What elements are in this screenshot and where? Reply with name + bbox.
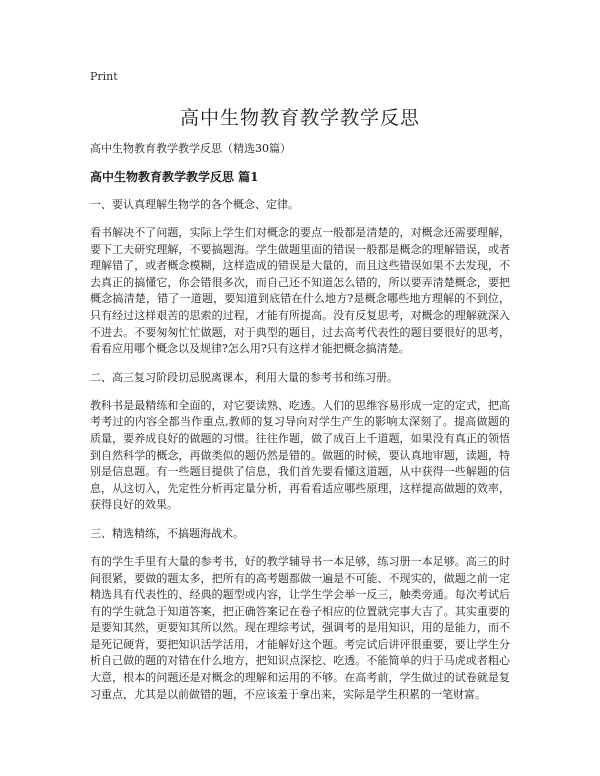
paragraph-2: 教科书是最精练和全面的，对它要读熟、吃透。人们的思维容易形成一定的定式，把高考考过的内容全都当作重点,教师的复习导向对学生产生的影响太深刻了。提高做题的质量，要养成良好的做题的习惯。往往作题，做了成百上千道题，如果没有真正的领悟到自然科学的概念，再做类似的题仍然是错的。做题的时候，要认真地审题，读题，特别是信息题。有一些题目提供了信息，我们首先要看懂这道题，从中获得一些解题的信息，从这切入，先定性分析再定量分析，再看看适应哪些原理，这样提高做题的效率，获得良好的效果。 — [90, 398, 510, 512]
document-title: 高中生物教育教学教学反思 — [179, 107, 420, 129]
point-heading-1: 一、要认真理解生物学的各个概念、定律。 — [90, 198, 299, 211]
point-heading-3: 三、精选精练，不搞题海战术。 — [90, 526, 244, 540]
point-heading-2: 二、高三复习阶段切忌脱离课本，利用大量的参考书和练习册。 — [90, 370, 398, 384]
document-subtitle: 高中生物教育教学教学反思（精选30篇） — [90, 142, 291, 155]
paragraph-1: 看书解决不了问题，实际上学生们对概念的要点一般都是清楚的，对概念还需要理解，要下工夫研究理解，不要搞题海。学生做题里面的错误一般都是概念的理解错误，或者理解错了，或者概念模糊，这样造成的错误是大量的，而且这些错误如果不去发现，不去真正的搞懂它，你会错很多次，而自己还不知道怎么错的，所以要弄清楚概念，要把概念搞清楚，错了一道题，要知道到底错在什么地方?是概念哪些地方理解的不到位，只有经过这样艰苦的思索的过程，才能有所提高。没有反复思考，对概念的理解就深入不进去。不要匆匆忙忙做题，对于典型的题目，过去高考代表性的题目要很好的思考，看看应用哪个概念以及规律?怎么用?只有这样才能把概念搞清楚。 — [90, 226, 510, 356]
paragraph-3: 有的学生手里有大量的参考书，好的教学辅导书一本足够，练习册一本足够。高三的时间很紧，要做的题太多，把所有的高考题都做一遍是不可能、不现实的，做题之前一定精选具有代表性的、经典的题型或内容，让学生学会举一反三，触类旁通。每次考试后有的学生就急于知道答案，把正确答案记在卷子相应的位置就完事大吉了。其实重要的是要知其然，更要知其所以然。现在理综考试，强调考的是用知识，用的是能力，而不是死记硬背，要把知识活学活用，才能解好这个题。考完试后讲评很重要，要让学生分析自己做的题的对错在什么地方，把知识点深挖、吃透。不能简单的归于马虎或者粗心大意，根本的问题还是对概念的理解和运用的不够。在高考前，学生做过的试卷就是复习重点，尤其是以前做错的题，不应该羞于拿出来，实际是学生积累的一笔财富。 — [90, 554, 510, 701]
section-heading: 高中生物教育教学教学反思 篇1 — [90, 170, 259, 184]
print-label: Print — [90, 70, 118, 83]
